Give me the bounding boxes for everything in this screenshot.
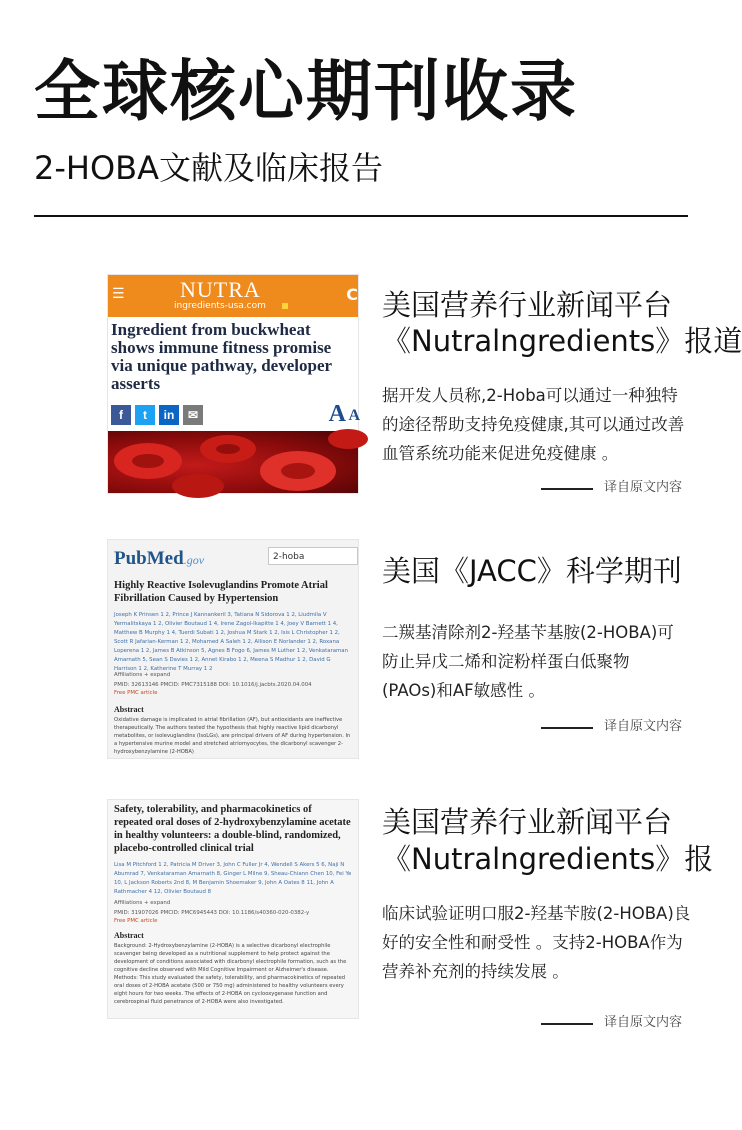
abstract-text: Oxidative damage is implicated in atrial fibrillation (AF), but antioxidants are ineffective therapeutically. The authors tested the hypothesis that highly reactive lipid dicarbonyl metabolites, or isolevuglandins (IsoLGs), are principal drivers of AF during hypertension. In a hypertensive murine model and stretched atriomyocytes, the dicarbonyl scavenger 2-hydroxybenzylamine (2-HOBA) [114,717,351,755]
item-heading-journal: 《Nutralngredients》报道 [382,324,742,358]
item-heading: 美国营养行业新闻平台 [382,288,673,322]
paper-authors[interactable]: Joseph K Prinsen 1 2, Prince J Kannankeril 3, Tatiana N Sidorova 1 2, Liudmila V Yermalitskaya 1 2, Olivier Boutaud 1 4, Irene Zagol-Ikapitte 1 4, Joey V Barnett 1 4, Matthew B Murphy 1 4, Tuerdi Subati 1 2, Joshua M Stark 1 2, Isis L Christopher 1 2, Scott R Jafarian-Kerman 1 2, Mohamed A Saleh 1 2, Allison E Norlander 1 2, Roxana Loperena 1 2, James B Atkinson 5, Agnes B Fogo 6, James M Luther 1 2, Venkataraman Amarnath 5, Sean S Davies 1 2, Annet Kirabo 1 2, Meena S Madhur 1 2, David G Harrison 1 2, Katherine T Murray 1 2 [114,612,348,672]
affiliations-toggle[interactable]: Affiliations + expand [114,672,171,678]
paper-identifiers: PMID: 31907026 PMCID: PMC6945443 DOI: 10.1186/s40360-020-0382-y [114,910,310,916]
source-label: 译自原文内容 [604,719,683,734]
free-article-link[interactable]: Free PMC article [114,690,158,696]
facebook-icon[interactable]: f [111,405,131,425]
header-divider [34,215,688,217]
item-description: 临床试验证明口服2-羟基苄胺(2-HOBA)良好的安全性和耐受性 。支持2-HOBA作为营养补充剂的持续发展 。 [382,904,691,981]
abstract-heading: Abstract [114,931,144,940]
logo-dot-icon [282,303,288,309]
page-title: 全球核心期刊收录 [34,53,578,130]
pubmed-logo: PubMed.gov [114,548,205,569]
nutra-logo: NUTRA [180,277,261,302]
abstract-heading: Abstract [114,705,144,714]
item-heading: 美国营养行业新闻平台 [382,805,673,839]
blood-cells-image [108,431,358,493]
nutra-header-bar [108,275,358,317]
article-thumbnail-nutra[interactable] [108,275,358,493]
paper-title[interactable]: Safety, tolerability, and pharmacokinetics of repeated oral doses of 2-hydroxybenzylamine acetate in healthy volunteers: a double-blind, randomized, placebo-controlled clinical trial [114,804,351,854]
paper-title[interactable]: Highly Reactive Isolevuglandins Promote Atrial Fibrillation Caused by Hypertension [114,580,328,604]
font-size-small-icon[interactable]: A [348,407,360,424]
item-heading: 美国《JACC》科学期刊 [382,554,682,588]
search-input[interactable]: 2-hoba [268,547,358,565]
source-label: 译自原文内容 [604,480,683,495]
article-headline: Ingredient from buckwheat shows immune fitness promise via unique pathway, developer asserts [111,320,332,393]
affiliations-toggle[interactable]: Affiliations + expand [114,900,171,906]
paper-identifiers: PMID: 32613146 PMCID: PMC7315188 DOI: 10.1016/j.jacbts.2020.04.004 [114,682,312,688]
item-heading-journal: 《Nutralngredients》报 [382,842,714,876]
email-icon[interactable]: ✉ [183,405,203,425]
page-subtitle: 2-HOBA文献及临床报告 [34,149,384,187]
item-description: 二羰基清除剂2-羟基苄基胺(2-HOBA)可防止异戊二烯和淀粉样蛋白低聚物(PAOs)和AF敏感性 。 [382,623,674,700]
twitter-icon[interactable]: t [135,405,155,425]
paper-authors[interactable]: Lisa M Pitchford 1 2, Patricia M Driver 3, John C Fuller Jr 4, Wendell S Akers 5 6, Naji N Abumrad 7, Venkataraman Amarnath 8, Ginger L Milne 9, Sheau-Chiann Chen 10, Fei Ye 10, L Jackson Roberts 2nd 8, M Benjamin Shoemaker 9, John A Oates 8 11, John A Rathmacher 4 12, Olivier Boutaud 8 [114,862,352,895]
source-divider [541,488,593,490]
search-icon[interactable]: C [346,285,358,304]
article-thumbnail-trial[interactable] [108,800,358,1018]
font-size-icon[interactable]: A [328,401,346,427]
source-label: 译自原文内容 [604,1015,683,1030]
item-description: 据开发人员称,2-Hoba可以通过一种独特的途径帮助支持免疫健康,其可以通过改善血管系统功能来促进免疫健康 。 [382,386,685,463]
menu-icon[interactable]: ☰ [112,286,125,302]
nutra-logo-subtext: ingredients-usa.com [174,301,266,311]
linkedin-icon[interactable]: in [159,405,179,425]
social-share-bar [108,401,358,431]
pubmed-header [108,540,358,574]
abstract-text: Background: 2-Hydroxybenzylamine (2-HOBA) is a selective dicarbonyl electrophile scavenger being developed as a nutritional supplement to help protect against the development of conditions associated with dicarbonyl electrophile formation, such as the cognitive decline observed with Mild Cognitive Impairment or Alzheimer's disease. Methods: This study evaluated the safety, tolerability, and pharmacokinetics of repeated oral doses of 2-HOBA acetate (500 or 750 mg) administered to healthy volunteers every eight hours for two weeks. The effects of 2-HOBA on cyclooxygenase function and cerebrospinal fluid penetrance of 2-HOBA were also investigated. [114,943,347,1005]
source-divider [541,727,593,729]
free-article-link[interactable]: Free PMC article [114,918,158,924]
article-thumbnail-pubmed[interactable] [108,540,358,758]
source-divider [541,1023,593,1025]
